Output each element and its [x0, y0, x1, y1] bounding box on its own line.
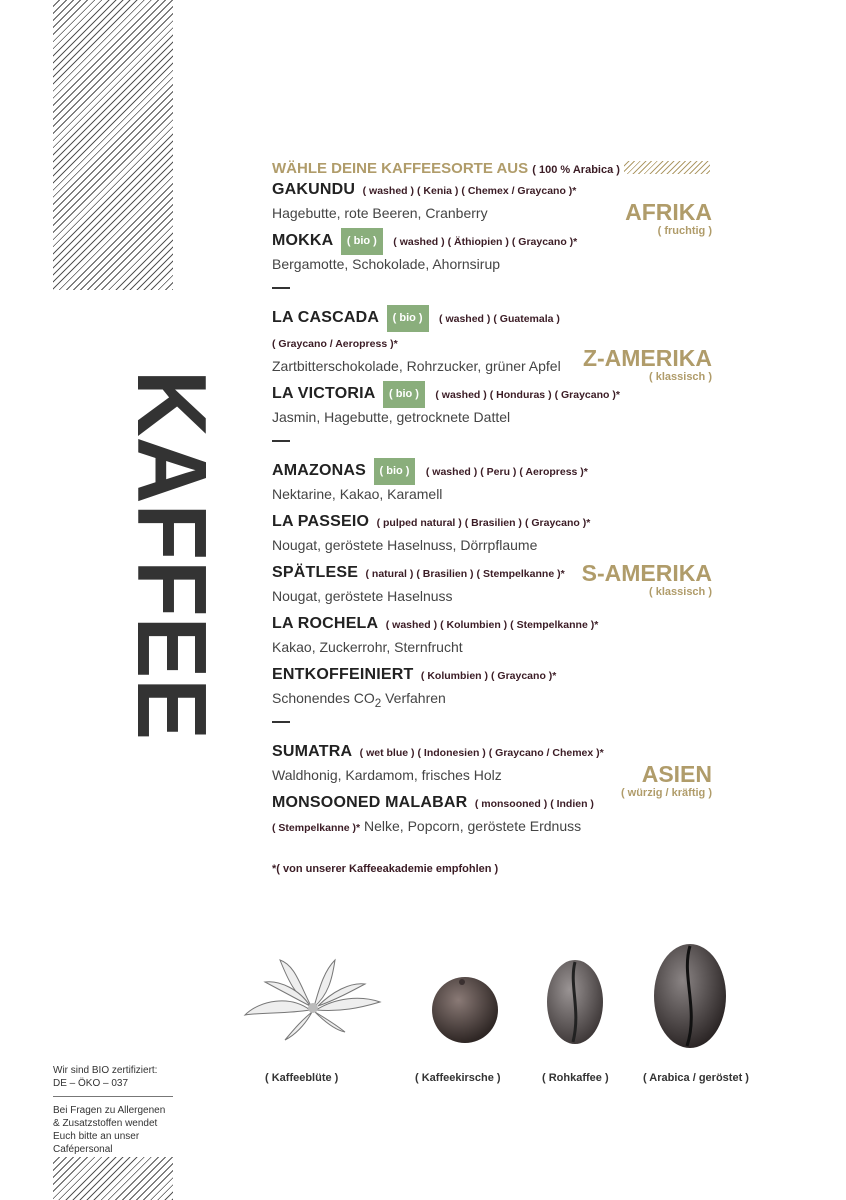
coffee-notes: Nougat, geröstete Haselnuss, Dörrpflaume [272, 537, 538, 553]
coffee-tag: ( Honduras ) [489, 389, 552, 401]
coffee-tag: ( Peru ) [480, 466, 517, 478]
coffee-tag: ( Graycano )* [524, 517, 591, 529]
coffee-item [272, 611, 712, 636]
coffee-tag: ( Äthiopien ) [447, 236, 509, 248]
coffee-name: LA CASCADA [272, 309, 380, 326]
coffee-tag: ( Graycano / Aeropress )* [272, 338, 398, 350]
stage-green-bean [535, 940, 615, 1055]
coffee-tag: ( washed ) [425, 466, 478, 478]
coffee-tag: ( washed ) [362, 185, 414, 197]
coffee-name: LA VICTORIA [272, 385, 376, 402]
coffee-tag: ( Stempelkanne )* [272, 822, 361, 834]
region-name: AFRIKA [625, 199, 712, 225]
coffee-item [272, 381, 712, 406]
coffee-notes: Waldhonig, Kardamom, frisches Holz [272, 767, 502, 783]
region-asien [272, 739, 712, 841]
region-name: ASIEN [641, 761, 712, 787]
hatch-band-bottom [53, 1157, 173, 1200]
notes-text: Nelke, Popcorn, geröstete Erdnuss [364, 818, 582, 834]
coffee-notes: Nektarine, Kakao, Karamell [272, 486, 443, 502]
coffee-name: MONSOONED MALABAR [272, 794, 468, 811]
coffee-item [272, 458, 712, 483]
coffee-tag: ( Indonesien ) [417, 747, 486, 759]
coffee-blossom-icon [240, 940, 385, 1050]
region-name: S-AMERIKA [581, 560, 712, 586]
coffee-cherry-icon [420, 940, 510, 1050]
bio-badge: ( bio ) [374, 458, 416, 485]
coffee-item [272, 509, 712, 534]
footnote: *( von unserer Kaffeeakademie empfohlen ) [272, 863, 499, 875]
coffee-notes: Nougat, geröstete Haselnuss [272, 588, 453, 604]
coffee-notes: Jasmin, Hagebutte, getrocknete Dattel [272, 409, 511, 425]
coffee-tag: ( Graycano )* [511, 236, 578, 248]
coffee-tag: ( Guatemala ) [493, 313, 560, 325]
section-dash [272, 440, 290, 442]
notes-subscript: 2 [374, 696, 382, 710]
stage-label: ( Kaffeekirsche ) [415, 1072, 501, 1084]
coffee-stages [240, 940, 760, 1100]
coffee-menu [272, 160, 712, 875]
stage-label: ( Rohkaffee ) [542, 1072, 609, 1084]
bio-badge: ( bio ) [387, 305, 429, 332]
header-text: WÄHLE DEINE KAFFEESORTE AUS [272, 160, 529, 177]
stage-label: ( Arabica / geröstet ) [643, 1072, 749, 1084]
coffee-notes: Hagebutte, rote Beeren, Cranberry [272, 205, 488, 221]
stage-cherry [420, 940, 510, 1055]
coffee-name: SUMATRA [272, 743, 353, 760]
region-sub: ( klassisch ) [649, 586, 712, 598]
coffee-item [272, 662, 712, 687]
coffee-notes: Bergamotte, Schokolade, Ahornsirup [272, 256, 501, 272]
coffee-tag: ( Graycano )* [554, 389, 620, 401]
coffee-tag: ( washed ) [385, 619, 438, 631]
coffee-name: GAKUNDU [272, 181, 356, 198]
coffee-name: MOKKA [272, 232, 334, 249]
coffee-tag: ( Kolumbien ) [440, 619, 508, 631]
coffee-item [272, 305, 712, 330]
notes-text: Schonendes CO [272, 690, 375, 706]
header-arabica-note: ( 100 % Arabica ) [532, 164, 620, 176]
svg-text:KAFFEE: KAFFEE [117, 370, 227, 762]
allergen-note: Bei Fragen zu Allergenen & Zusatzstoffen wendet Euch bitte an unser Cafépersonal [53, 1105, 166, 1155]
coffee-name: SPÄTLESE [272, 564, 359, 581]
green-bean-icon [535, 940, 615, 1050]
region-label [582, 560, 712, 598]
region-label [621, 761, 712, 799]
bio-certification-note: Wir sind BIO zertifiziert: DE – ÖKO – 037 [53, 1065, 158, 1089]
roasted-bean-icon [645, 940, 735, 1050]
coffee-tag: ( Chemex / Graycano )* [461, 185, 577, 197]
region-s-amerika [272, 458, 712, 723]
region-sub: ( klassisch ) [649, 371, 712, 383]
coffee-tag: ( Indien ) [550, 798, 594, 810]
coffee-tag: ( Stempelkanne )* [510, 619, 599, 631]
menu-header [272, 160, 712, 177]
coffee-tag: ( Brasilien ) [464, 517, 522, 529]
coffee-tag: ( washed ) [435, 389, 487, 401]
coffee-name: AMAZONAS [272, 462, 367, 479]
coffee-tag: ( Graycano / Chemex )* [488, 747, 604, 759]
section-dash [272, 721, 290, 723]
hatch-band-top [53, 0, 173, 290]
region-sub: ( fruchtig ) [657, 225, 712, 237]
coffee-name: LA ROCHELA [272, 615, 379, 632]
coffee-notes: Kakao, Zuckerrohr, Sternfrucht [272, 639, 463, 655]
header-hatch [624, 161, 710, 174]
bio-badge: ( bio ) [341, 228, 383, 255]
page-title [60, 330, 227, 762]
coffee-tag: ( Kenia ) [416, 185, 459, 197]
region-label [625, 199, 712, 237]
region-sub: ( würzig / kräftig ) [620, 787, 712, 799]
section-dash [272, 287, 290, 289]
coffee-tag: ( Stempelkanne )* [476, 568, 565, 580]
coffee-notes [272, 815, 712, 841]
coffee-tag: ( washed ) [439, 313, 491, 325]
notes-text: Verfahren [381, 690, 446, 706]
coffee-name: LA PASSEIO [272, 513, 370, 530]
coffee-name: ENTKOFFEINIERT [272, 666, 414, 683]
coffee-tag: ( Aeropress )* [519, 466, 588, 478]
bio-badge: ( bio ) [383, 381, 425, 408]
coffee-tag: ( natural ) [365, 568, 414, 580]
coffee-notes: Zartbitterschokolade, Rohrzucker, grüner Apfel [272, 358, 561, 374]
stage-roasted-bean [645, 940, 735, 1055]
coffee-tag: ( monsooned ) [474, 798, 548, 810]
coffee-tag: ( Brasilien ) [416, 568, 474, 580]
region-name: Z-AMERIKA [582, 345, 712, 371]
coffee-tag: ( washed ) [393, 236, 445, 248]
coffee-tag: ( Graycano )* [491, 670, 557, 682]
stage-blossom [240, 940, 385, 1055]
stage-label: ( Kaffeeblüte ) [265, 1072, 339, 1084]
coffee-notes [272, 687, 712, 713]
coffee-tag: ( wet blue ) [359, 747, 415, 759]
coffee-tag: ( Kolumbien ) [420, 670, 488, 682]
region-z-amerika [272, 305, 712, 442]
region-afrika [272, 177, 712, 289]
divider [53, 1096, 173, 1097]
region-label [583, 345, 712, 383]
coffee-tag: ( pulped natural ) [376, 517, 462, 529]
